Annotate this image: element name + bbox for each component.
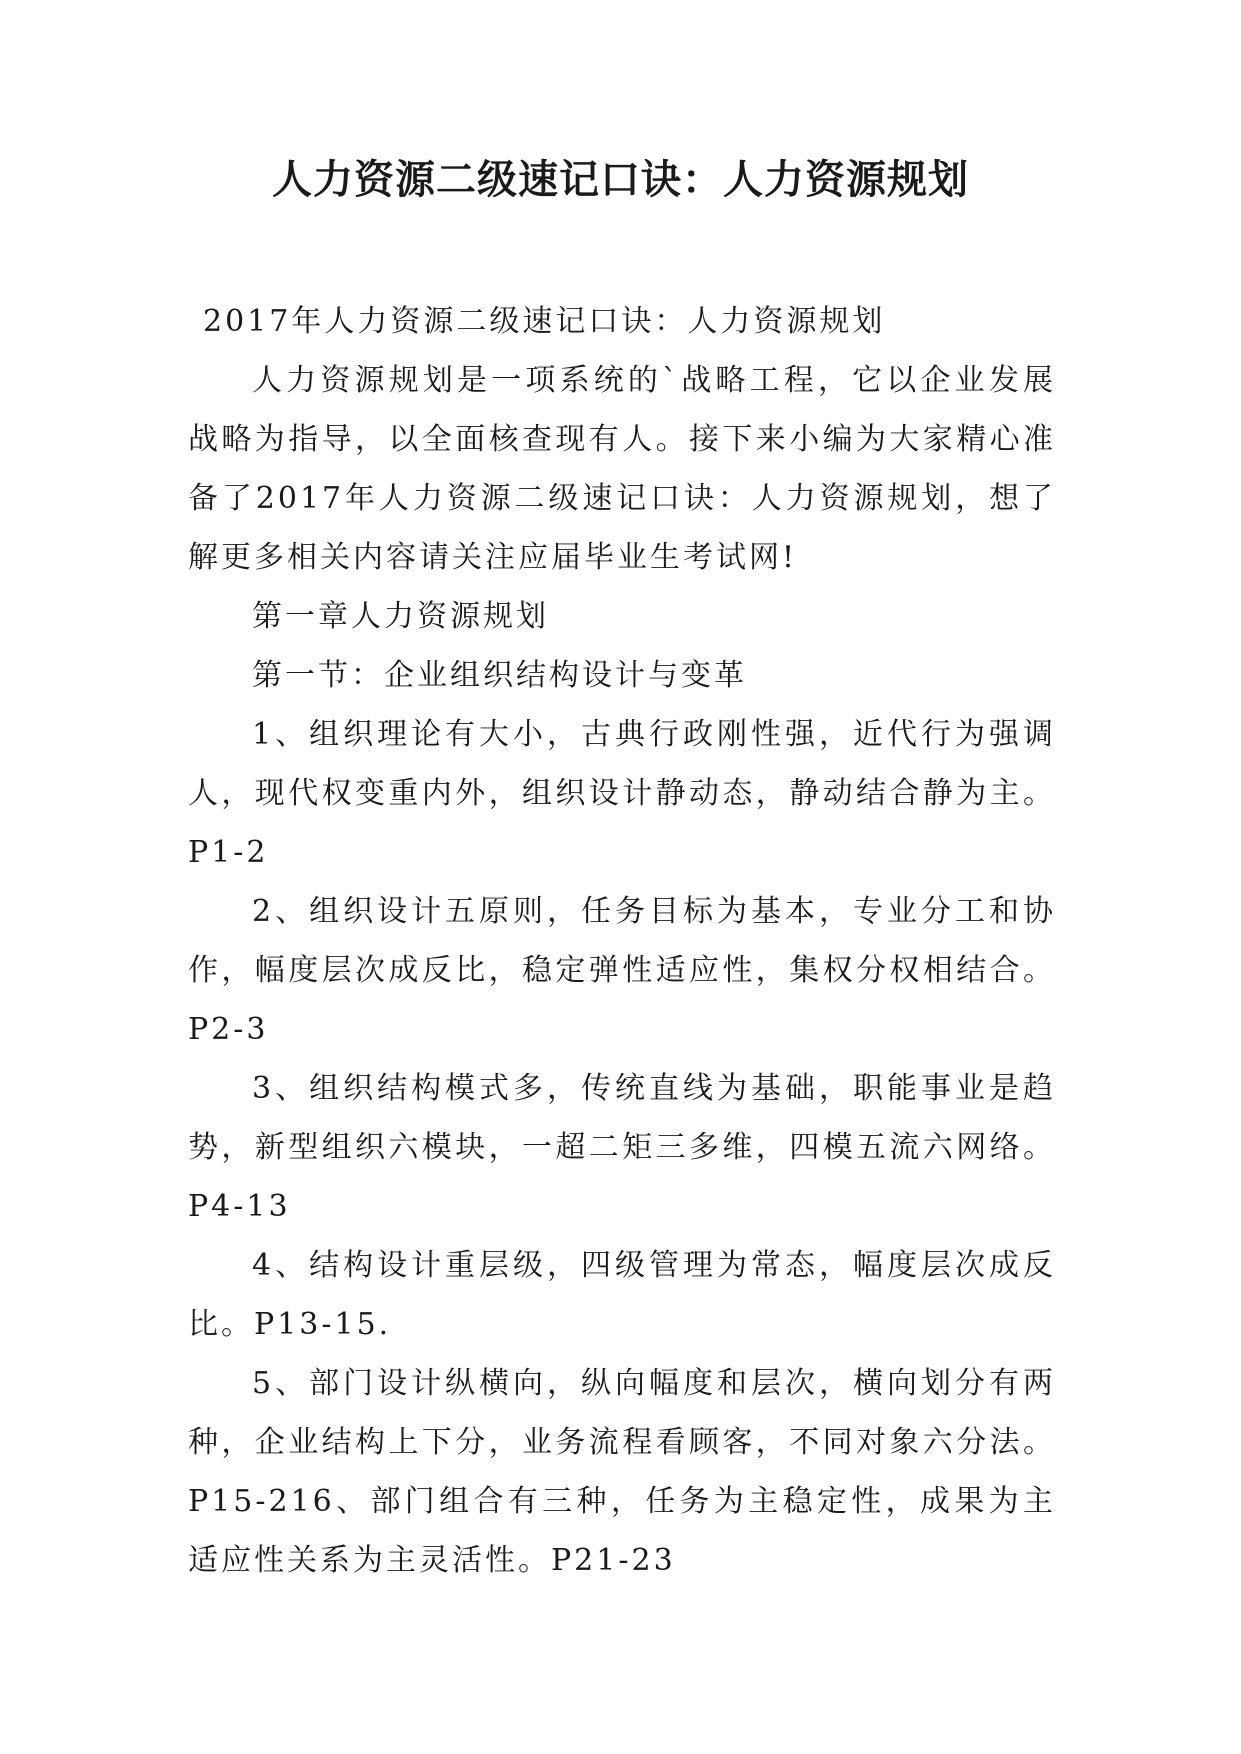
list-item-5: 5、部门设计纵横向，纵向幅度和层次，横向划分有两种，企业结构上下分，业务流程看顾客，不同对象六分法。P15-216、部门组合有三种，任务为主稳定性，成果为主适应性关系为主灵活性。P21-23 bbox=[188, 1366, 1056, 1578]
document-body bbox=[188, 292, 1056, 1590]
intro-paragraph: 人力资源规划是一项系统的`战略工程，它以企业发展战略为指导，以全面核查现有人。接下来小编为大家精心准备了2017年人力资源二级速记口诀：人力资源规划，想了解更多相关内容请关注应届毕业生考试网! bbox=[188, 363, 1056, 575]
list-item-1: 1、组织理论有大小，古典行政刚性强，近代行为强调人，现代权变重内外，组织设计静动态，静动结合静为主。P1-2 bbox=[188, 717, 1056, 870]
list-item-2: 2、组织设计五原则，任务目标为基本，专业分工和协作，幅度层次成反比，稳定弹性适应性，集权分权相结合。P2-3 bbox=[188, 894, 1056, 1047]
list-item-4: 4、结构设计重层级，四级管理为常态，幅度层次成反比。P13-15. bbox=[188, 1248, 1056, 1342]
chapter-heading: 第一章人力资源规划 bbox=[252, 599, 549, 634]
list-item-3: 3、组织结构模式多，传统直线为基础，职能事业是趋势，新型组织六模块，一超二矩三多维，四模五流六网络。P4-13 bbox=[188, 1071, 1056, 1224]
section-heading: 第一节：企业组织结构设计与变革 bbox=[252, 658, 747, 693]
document-subtitle: 2017年人力资源二级速记口诀：人力资源规划 bbox=[203, 304, 886, 339]
document-title: 人力资源二级速记口诀：人力资源规划 bbox=[272, 157, 969, 203]
